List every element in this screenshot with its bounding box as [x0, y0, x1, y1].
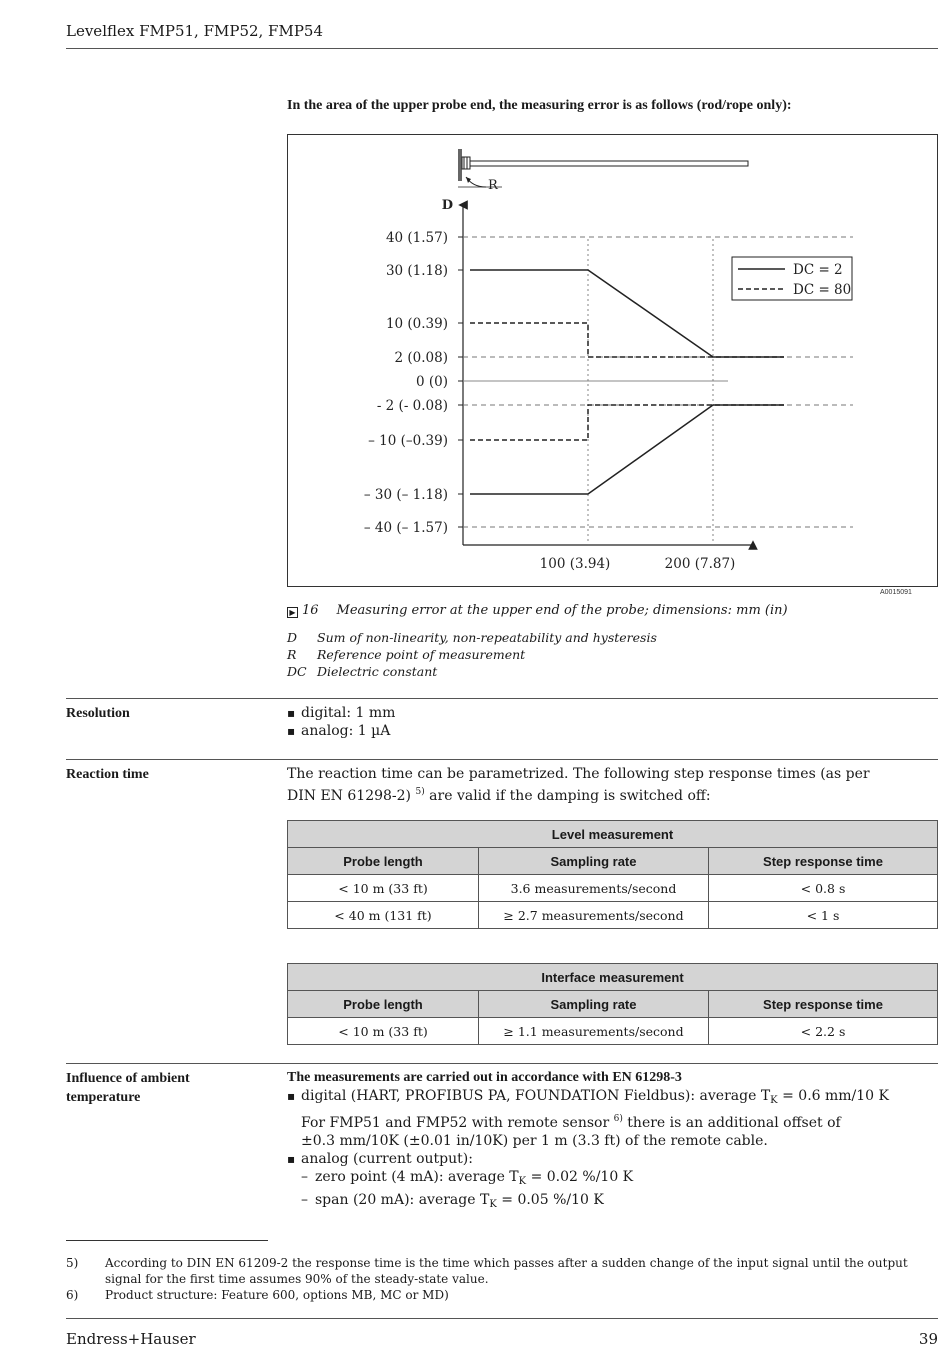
series-dc80-line — [470, 405, 784, 440]
table-header: Step response time — [709, 848, 938, 875]
table-header: Probe length — [288, 848, 479, 875]
y-tick-label: – 10 (–0.39) — [368, 433, 448, 449]
footnote-ref: 6) — [613, 1114, 623, 1124]
figure-icon: ▶ — [287, 607, 298, 618]
list-item: ▪ analog: 1 µA — [287, 722, 395, 740]
legend-key: R — [287, 647, 297, 662]
table-cell: ≥ 1.1 measurements/second — [479, 1018, 709, 1045]
table-row — [288, 1018, 938, 1045]
list-item — [287, 1087, 907, 1150]
reaction-text-part: are valid if the damping is switched off: — [424, 788, 711, 804]
table-title: Level measurement — [288, 821, 938, 848]
y-tick-label: – 30 (– 1.18) — [363, 487, 448, 503]
table-header: Step response time — [709, 991, 938, 1018]
legend-key: DC — [287, 664, 307, 679]
figure-code: A0015091 — [880, 589, 912, 596]
level-measurement-table — [287, 820, 938, 929]
table-cell: ≥ 2.7 measurements/second — [479, 902, 709, 929]
footnote-number: 5) — [66, 1256, 79, 1270]
section-divider — [66, 759, 938, 760]
y-tick-label: 30 (1.18) — [385, 263, 448, 279]
label-line: temperature — [66, 1090, 141, 1105]
section-divider — [66, 698, 938, 699]
y-tick-label: - 2 (- 0.08) — [376, 398, 448, 414]
ambient-temperature-label — [66, 1069, 190, 1107]
legend-text: Reference point of measurement — [317, 647, 526, 662]
footnote — [66, 1255, 938, 1287]
text-part: = 0.02 %/10 K — [526, 1169, 634, 1185]
sub-list-item — [287, 1168, 907, 1191]
table-cell: < 10 m (33 ft) — [288, 1018, 479, 1045]
page-number: 39 — [918, 1330, 938, 1348]
ambient-temperature-content — [287, 1069, 907, 1214]
reaction-time-label: Reaction time — [66, 767, 149, 782]
footnote — [66, 1287, 938, 1303]
figure-number: 16 — [302, 603, 319, 618]
text-part: analog (current output): — [301, 1151, 473, 1167]
ambient-heading: The measurements are carried out in accordance with EN 61298-3 — [287, 1070, 682, 1085]
text-part: span (20 mA): average T — [315, 1192, 490, 1208]
footnote-text: Product structure: Feature 600, options MB, MC or MD) — [105, 1288, 449, 1302]
footnotes — [66, 1255, 938, 1303]
legend-text: Sum of non-linearity, non-repeatability and hysteresis — [317, 630, 657, 645]
probe-reference-label: R — [488, 178, 498, 193]
table-cell: < 0.8 s — [709, 875, 938, 902]
y-tick-label: 40 (1.57) — [385, 230, 448, 246]
text-part: zero point (4 mA): average T — [315, 1169, 519, 1185]
series-dc2-line — [470, 405, 784, 494]
footer-divider — [66, 1318, 938, 1319]
legend-item — [287, 629, 657, 646]
section-intro: In the area of the upper probe end, the measuring error is as follows (rod/rope only): — [287, 98, 792, 113]
measuring-error-chart — [288, 135, 939, 588]
ambient-list — [287, 1087, 907, 1168]
subscript: K — [770, 1095, 778, 1106]
subscript: K — [518, 1176, 527, 1187]
table-cell: < 10 m (33 ft) — [288, 875, 479, 902]
footnote-divider — [66, 1240, 268, 1241]
text-part: = 0.05 %/10 K — [496, 1192, 604, 1208]
series-dc80-line — [470, 323, 784, 357]
footer-company: Endress+Hauser — [66, 1330, 196, 1348]
x-tick-label: 200 (7.87) — [664, 556, 736, 572]
table-header: Sampling rate — [479, 848, 709, 875]
figure-frame — [287, 134, 938, 587]
page-header-title: Levelflex FMP51, FMP52, FMP54 — [66, 22, 324, 40]
text-part: For FMP51 and FMP52 with remote sensor — [301, 1115, 610, 1131]
y-tick-label: 2 (0.08) — [394, 350, 448, 366]
footnote-text: According to DIN EN 61209-2 the response time is the time which passes after a sudden change of the input signal until the output signal for the first time assumes 90% of the steady-state value. — [105, 1256, 908, 1286]
table-cell: < 2.2 s — [709, 1018, 938, 1045]
table-row — [288, 875, 938, 902]
y-tick-label: – 40 (– 1.57) — [363, 520, 448, 536]
probe-diagram — [458, 149, 748, 193]
table-header: Sampling rate — [479, 991, 709, 1018]
resolution-list — [287, 704, 395, 740]
table-header: Probe length — [288, 991, 479, 1018]
table-row — [288, 902, 938, 929]
y-tick-label: 10 (0.39) — [385, 316, 448, 332]
list-item: ▪ digital: 1 mm — [287, 704, 395, 722]
text-part: ±0.3 mm/10K (±0.01 in/10K) per 1 m (3.3 ft) of the remote cable. — [301, 1133, 768, 1149]
text-part: there is an additional offset of — [622, 1115, 841, 1131]
reaction-time-text — [287, 765, 887, 805]
interface-measurement-table — [287, 963, 938, 1045]
reaction-text-part: The reaction time can be parametrized. The following step response times (as per DIN EN 61298-2) — [287, 766, 870, 804]
footnote-number: 6) — [66, 1288, 79, 1302]
figure-caption — [287, 603, 788, 618]
table-title: Interface measurement — [288, 964, 938, 991]
subscript: K — [489, 1199, 497, 1210]
x-tick-label: 100 (3.94) — [539, 556, 611, 572]
table-cell: < 40 m (131 ft) — [288, 902, 479, 929]
y-tick-label: 0 (0) — [415, 374, 448, 390]
footnote-ref: 5) — [415, 787, 425, 797]
legend-item — [287, 646, 657, 663]
text-part: = 0.6 mm/10 K — [777, 1088, 889, 1104]
sub-list-item — [287, 1191, 907, 1214]
figure-caption-text: Measuring error at the upper end of the probe; dimensions: mm (in) — [336, 603, 788, 618]
table-cell: 3.6 measurements/second — [479, 875, 709, 902]
y-axis-label: D — [441, 198, 453, 213]
legend-label: DC = 80 — [793, 282, 852, 298]
legend-item — [287, 663, 657, 680]
legend-key: D — [287, 630, 298, 645]
resolution-label: Resolution — [66, 706, 130, 721]
label-line: Influence of ambient — [66, 1071, 190, 1086]
table-cell: < 1 s — [709, 902, 938, 929]
legend-text: Dielectric constant — [317, 664, 438, 679]
legend-label: DC = 2 — [793, 262, 843, 278]
figure-legend-list — [287, 629, 657, 680]
section-divider — [66, 1063, 938, 1064]
header-divider — [66, 48, 938, 49]
text-part: digital (HART, PROFIBUS PA, FOUNDATION Fieldbus): average T — [301, 1088, 771, 1104]
list-item — [287, 1150, 907, 1168]
